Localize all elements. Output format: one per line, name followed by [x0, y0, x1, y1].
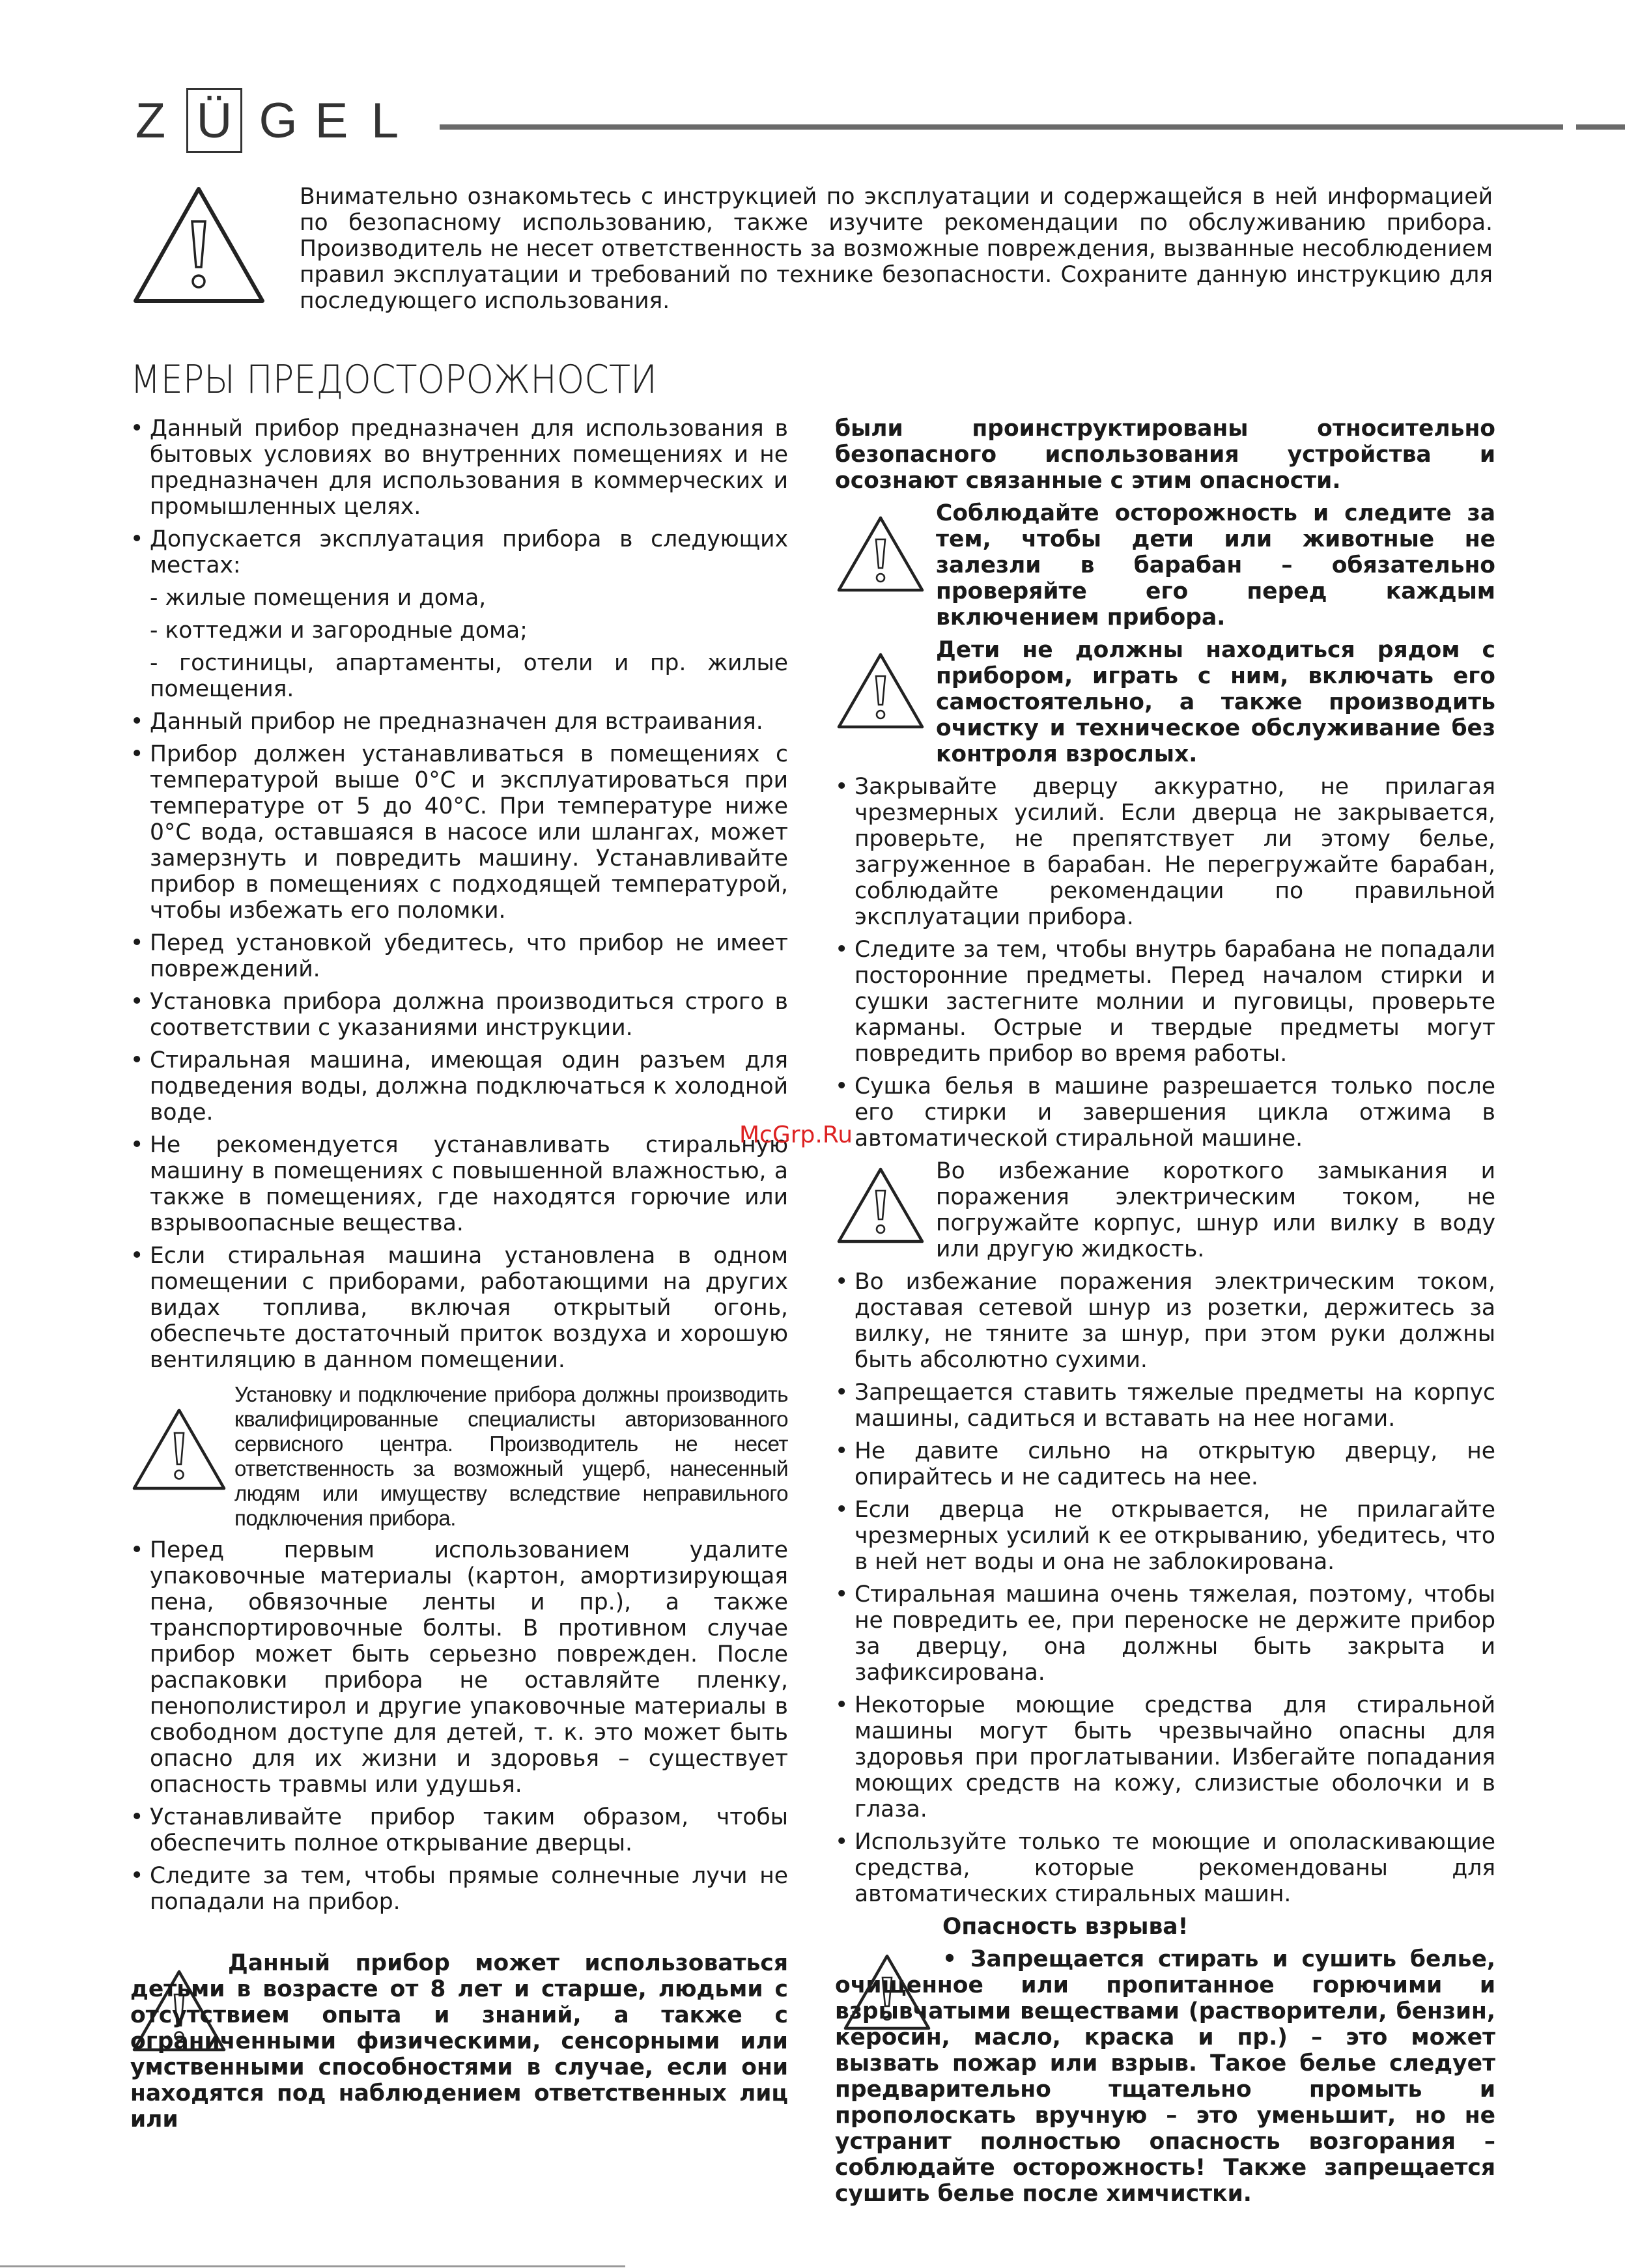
sub-item: - жилые помещения и дома,: [150, 585, 487, 611]
intro-text: Внимательно ознакомьтесь с инструкцией по эксплуатации и содержащейся в ней информацией по безопасному использованию, также изучите рекомендации по обслуживанию прибора. Производитель не несет ответственность за возможные повреждения, вызванные несоблюдением правил эксплуатации и требований по технике безопасности. Сохраните данную инструкцию для последующего использования.: [300, 184, 1493, 314]
list-item: • Следите за тем, чтобы внутрь барабана не попадали посторонние предметы. Перед началом стирки и сушки застегните молнии и пуговицы, проверьте карманы. Острые и твердые предметы могут повредить прибор во время работы.: [835, 937, 1495, 1067]
left-column: [130, 416, 788, 1915]
explosion-warning: [835, 1914, 1495, 2207]
list-item: • Данный прибор не предназначен для встраивания.: [130, 709, 788, 735]
warning-triangle-icon: [841, 1951, 933, 2039]
logo-letter: Ü: [196, 92, 233, 149]
continued-text: были проинструктированы относительно безопасного использования устройства и осознают связанные с этим опасности.: [835, 416, 1495, 494]
watermark: McGrp.Ru: [739, 1122, 853, 1148]
list-item: • Во избежание поражения электрическим током, доставая сетевой шнур из розетки, держитесь за вилку, не тяните за шнур, при этом руки должны быть абсолютно сухими.: [835, 1269, 1495, 1373]
right-column: [835, 416, 1495, 2207]
list-item: • Перед установкой убедитесь, что прибор не имеет повреждений.: [130, 930, 788, 982]
list-item: • Не рекомендуется устанавливать стиральную машину в помещениях с повышенной влажностью, а также в помещениях, где находятся горючие или взрывоопасные вещества.: [130, 1132, 788, 1236]
logo-letter: L: [371, 92, 399, 149]
warning-block: [130, 1382, 788, 1531]
header-rule: [440, 124, 1563, 130]
warning-triangle-icon: [835, 650, 926, 737]
warning-text: • Запрещается стирать и сушить белье, очищенное или пропитанное горючими и взрывчатыми веществами (растворители, бензин, керосин, масло, краска и пр.) – это может вызвать пожар или взрыв. Такое белье следует предварительно тщательно промыть и прополоскать вручную – это уменьшит, но не устранит полностью опасность возгорания – соблюдайте осторожность! Также запрещается сушить белье после химчистки.: [835, 1946, 1495, 2207]
warning-block: [835, 1158, 1495, 1262]
list-item: • Данный прибор предназначен для использования в бытовых условиях во внутренних помещениях и не предназначен для использования в коммерческих и промышленных целях.: [130, 416, 788, 520]
list-item: • Установка прибора должна производиться строго в соответствии с указаниями инструкции.: [130, 989, 788, 1041]
list-item: • Перед первым использованием удалите упаковочные материалы (картон, амортизирующая пена, обвязочные ленты и пр.), а также транспортировочные болты. В противном случае прибор может быть серьезно поврежден. После распаковки прибора не оставляйте пленку, пенополистирол и другие упаковочные материалы в свободном доступе для детей, т. к. это может быть опасно для их жизни и здоровья – существует опасность травмы или удушья.: [130, 1537, 788, 1798]
warning-block: [835, 500, 1495, 631]
list-item: • Закрывайте дверцу аккуратно, не прилагая чрезмерных усилий. Если дверца не закрывается, проверьте, не препятствует ли этому белье, загруженное в барабан. Не перегружайте барабан, соблюдайте рекомендации по правильной эксплуатации прибора.: [835, 774, 1495, 930]
warning-triangle-icon: [835, 513, 926, 601]
warning-triangle-icon: [129, 182, 269, 307]
warning-text: Установку и подключение прибора должны производить квалифицированные специалисты авторизованного сервисного центра. Производитель не несет ответственность за возможный ущерб, нанесенный людям или имуществу вследствие неправильного подключения прибора.: [234, 1382, 788, 1530]
list-item: • Устанавливайте прибор таким образом, чтобы обеспечить полное открывание дверцы.: [130, 1804, 788, 1856]
warning-triangle-icon: [835, 1165, 926, 1252]
list-item: • Запрещается ставить тяжелые предметы на корпус машины, садиться и вставать на нее ногами.: [835, 1380, 1495, 1432]
warning-text: Соблюдайте осторожность и следите за тем, чтобы дети или животные не залезли в барабан – обязательно проверяйте его перед каждым включением прибора.: [936, 500, 1495, 631]
list-item: • Прибор должен устанавливаться в помещениях с температурой выше 0°С и эксплуатироваться при температуре от 5 до 40°С. При температуре ниже 0°С вода, оставшаяся в насосе или шлангах, может замерзнуть и повредить машину. Устанавливайте прибор в помещениях с подходящей температурой, чтобы избежать его поломки.: [130, 741, 788, 924]
warning-triangle-icon: [130, 1406, 228, 1499]
sub-item: - коттеджи и загородные дома;: [150, 617, 528, 644]
warning-title: Опасность взрыва!: [942, 1914, 1189, 1940]
logo-letter: Z: [135, 92, 166, 149]
list-item: • Допускается эксплуатация прибора в следующих местах:: [130, 526, 788, 578]
sub-item: - гостиницы, апартаменты, отели и пр. жилые помещения.: [150, 650, 788, 702]
children-warning: [130, 1950, 788, 2133]
bottom-rule: [0, 2265, 625, 2267]
list-item: • Следите за тем, чтобы прямые солнечные лучи не попадали на прибор.: [130, 1863, 788, 1915]
list-item: • Стиральная машина очень тяжелая, поэтому, чтобы не повредить ее, при переноске не держите прибор за дверцу, она должны быть закрыта и зафиксирована.: [835, 1581, 1495, 1686]
warning-block: [835, 637, 1495, 767]
list-item: • Не давите сильно на открытую дверцу, не опирайтесь и не садитесь на нее.: [835, 1438, 1495, 1490]
warning-text: Дети не должны находиться рядом с прибором, играть с ним, включать его самостоятельно, а также производить очистку и техническое обслуживание без контроля взрослых.: [936, 637, 1495, 767]
list-item: • Некоторые моющие средства для стиральной машины могут быть чрезвычайно опасны для здоровья при проглатывании. Избегайте попадания моющих средств на кожу, слизистые оболочки и в глаза.: [835, 1692, 1495, 1822]
logo-letter: G: [259, 92, 298, 149]
list-item: • Если стиральная машина установлена в одном помещении с приборами, работающими на других видах топлива, включая открытый огонь, обеспечьте достаточный приток воздуха и хорошую вентиляцию в данном помещении.: [130, 1243, 788, 1373]
header-rule-end: [1576, 124, 1625, 130]
list-item: • Используйте только те моющие и ополаскивающие средства, которые рекомендованы для автоматических стиральных машин.: [835, 1829, 1495, 1907]
warning-text: Во избежание короткого замыкания и поражения электрическим током, не погружайте корпус, шнур или вилку в воду или другую жидкость.: [936, 1158, 1495, 1262]
list-item: • Стиральная машина, имеющая один разъем для подведения воды, должна подключаться к холодной воде.: [130, 1047, 788, 1126]
logo-letter-box: [186, 88, 242, 153]
brand-logo: [124, 88, 412, 153]
warning-text: Данный прибор может использоваться детьми в возрасте от 8 лет и старше, людьми с отсутствием опыта и знаний, а также с ограниченными физическими, сенсорными или умственными способностями в случае, если они находятся под наблюдением ответственных лиц или: [130, 1950, 788, 2133]
logo-letter: E: [315, 92, 348, 149]
list-item: • Сушка белья в машине разрешается только после его стирки и завершения цикла отжима в автоматической стиральной машине.: [835, 1073, 1495, 1152]
section-title: МЕРЫ ПРЕДОСТОРОЖНОСТИ: [130, 357, 657, 403]
list-item: • Если дверца не открывается, не прилагайте чрезмерных усилий к ее открыванию, убедитесь, что в ней нет воды и она не заблокирована.: [835, 1497, 1495, 1575]
